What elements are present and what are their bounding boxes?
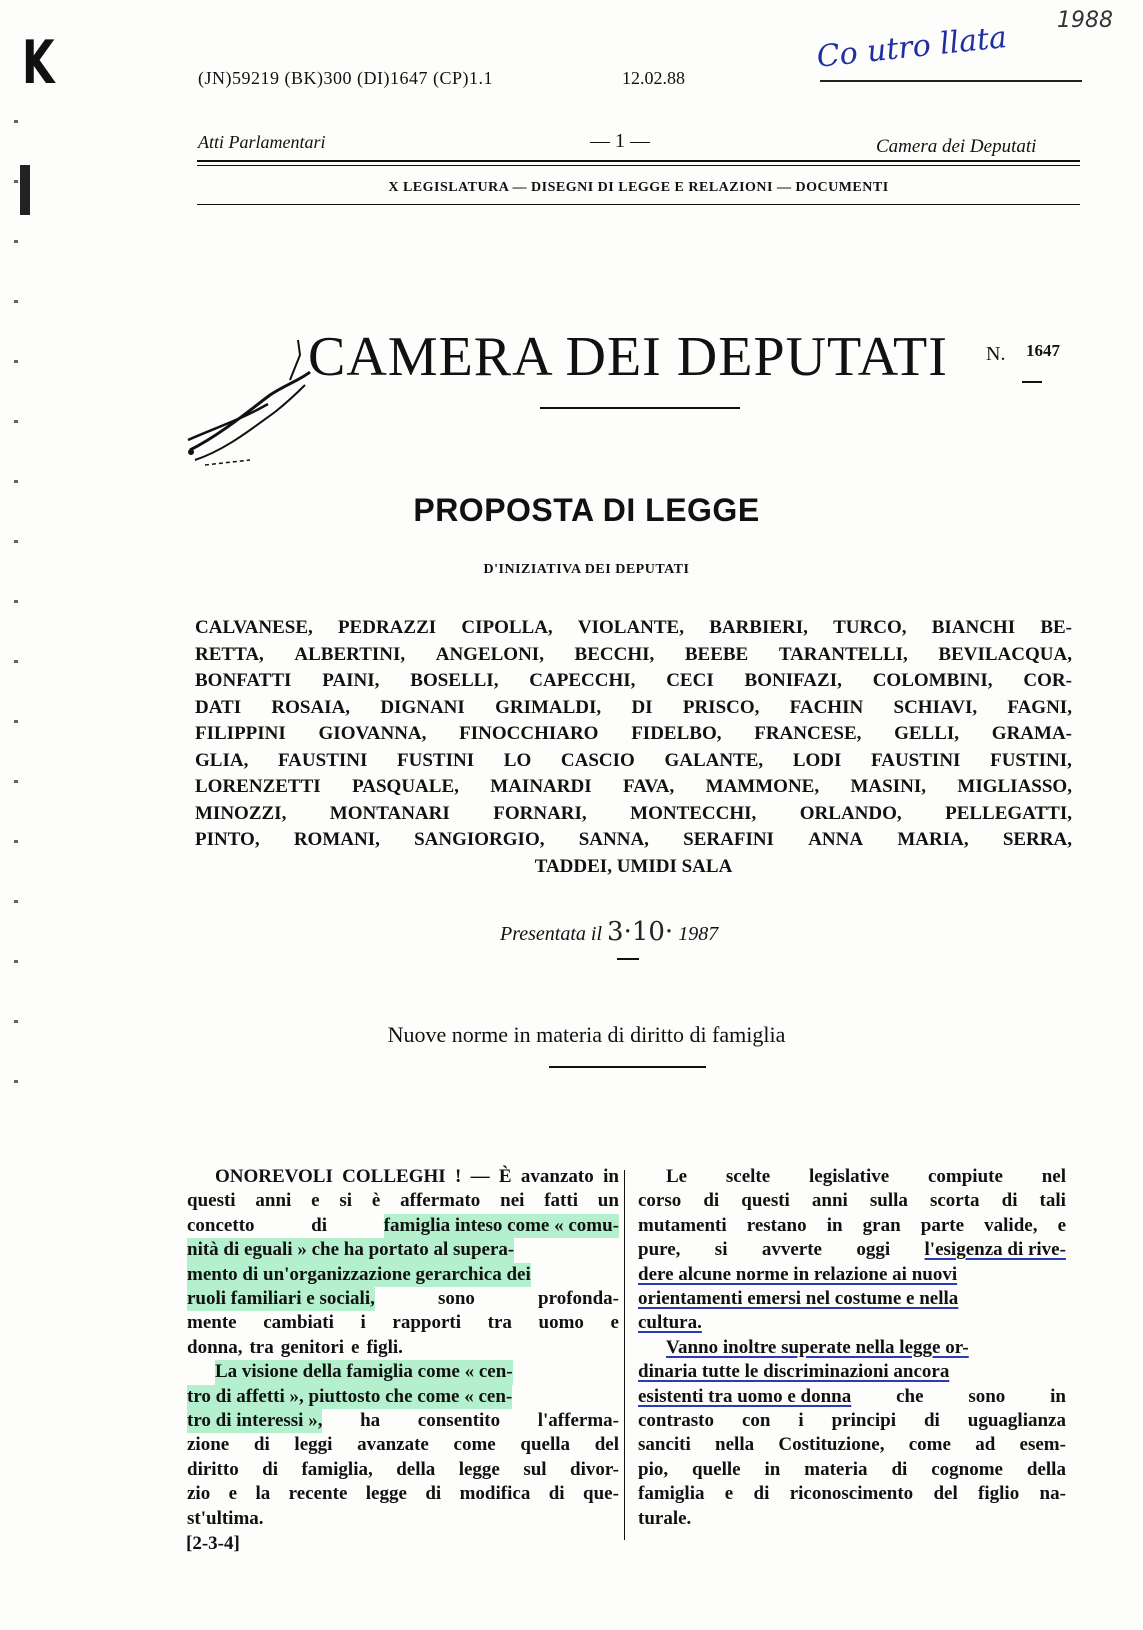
author-line: PINTO, ROMANI, SANGIORGIO, SANNA, SERAFINI ANNA MARIA, SERRA,: [195, 829, 1072, 850]
body-line: dere alcune norme in relazione ai nuovi: [638, 1263, 958, 1285]
body-line: esistenti tra uomo e donna che sono in: [638, 1385, 1066, 1407]
body-line: contrasto con i principi di uguaglianza: [638, 1410, 1066, 1432]
scan-edge-blot: [20, 165, 30, 215]
body-line: sanciti nella Costituzione, come ad esem-: [638, 1434, 1066, 1456]
body-line: mente cambiati i rapporti tra uomo e: [187, 1312, 619, 1334]
body-line: dinaria tutte le discriminazioni ancora: [638, 1361, 950, 1383]
header-atti-parlamentari: Atti Parlamentari: [198, 132, 326, 152]
presentation-rule: [617, 958, 639, 960]
header-page-number: — 1 —: [590, 130, 650, 152]
document-number-label: N.: [986, 343, 1006, 365]
body-line: mutamenti restano in gran parte valide, e: [638, 1214, 1066, 1236]
page-code: [2-3-4]: [186, 1533, 240, 1554]
subheader-rule: [197, 204, 1080, 205]
document-number-underline: [1022, 381, 1042, 383]
column-divider: [624, 1170, 625, 1540]
header-rule: [197, 160, 1080, 162]
bill-subject: Nuove norme in materia di diritto di famiglia: [387, 1022, 786, 1047]
proposal-initiative: D'INIZIATIVA DEI DEPUTATI: [483, 562, 690, 577]
author-line: CALVANESE, PEDRAZZI CIPOLLA, VIOLANTE, BARBIERI, TURCO, BIANCHI BE-: [195, 617, 1072, 638]
body-line: donna, tra genitori e figli.: [187, 1336, 403, 1358]
presentation-prefix: Presentata il: [500, 923, 603, 945]
body-line: nità di eguali » che ha portato al supera-: [187, 1238, 619, 1262]
body-column-right: [638, 1165, 1066, 1531]
masthead-rule: [540, 407, 740, 409]
author-list: [195, 615, 1072, 880]
author-line: BONFATTI PAINI, BOSELLI, CAPECCHI, CECI BONIFAZI, COLOMBINI, COR-: [195, 670, 1072, 691]
author-line: MINOZZI, MONTANARI FORNARI, MONTECCHI, ORLANDO, PELLEGATTI,: [195, 802, 1072, 824]
author-line: FILIPPINI GIOVANNA, FINOCCHIARO FIDELBO, FRANCESE, GELLI, GRAMA-: [195, 723, 1072, 744]
body-line: tro di interessi », ha consentito l'afferma-: [187, 1409, 619, 1433]
document-date: 12.02.88: [622, 68, 685, 88]
handwritten-note: Co utro llata: [815, 20, 1009, 75]
document-number: 1647: [1026, 341, 1060, 360]
header-camera: Camera dei Deputati: [876, 136, 1037, 157]
body-line: La visione della famiglia come « cen-: [187, 1360, 619, 1384]
pen-scribble: [180, 300, 320, 480]
body-line: Vanno inoltre superate nella legge or-: [666, 1336, 969, 1358]
body-line: mento di un'organizzazione gerarchica dei: [187, 1263, 619, 1287]
author-line: GLIA, FAUSTINI FUSTINI LO CASCIO GALANTE, LODI FAUSTINI FUSTINI,: [195, 749, 1072, 771]
body-line: Le scelte legislative compiute nel: [666, 1166, 1066, 1187]
author-line: DATI ROSAIA, DIGNANI GRIMALDI, DI PRISCO, FACHIN SCHIAVI, FAGNI,: [195, 696, 1072, 718]
presentation-date: [500, 917, 718, 947]
body-line: turale.: [638, 1507, 692, 1529]
author-line: LORENZETTI PASQUALE, MAINARDI FAVA, MAMMONE, MASINI, MIGLIASSO,: [195, 776, 1072, 797]
subject-rule: [549, 1066, 706, 1068]
scan-edge-marks: [14, 120, 18, 1120]
author-line: TADDEI, UMIDI SALA: [534, 855, 733, 877]
proposal-title: PROPOSTA DI LEGGE: [413, 492, 760, 528]
header-rule-thin: [197, 165, 1080, 166]
body-line: zione di leggi avanzate come quella del: [187, 1434, 619, 1456]
body-line: st'ultima.: [187, 1507, 264, 1529]
document-codes: (JN)59219 (BK)300 (DI)1647 (CP)1.1: [198, 68, 493, 88]
body-line: orientamenti emersi nel costume e nella: [638, 1288, 959, 1310]
author-line: RETTA, ALBERTINI, ANGELONI, BECCHI, BEEBE TARANTELLI, BEVILACQUA,: [195, 643, 1072, 665]
body-line: diritto di famiglia, della legge sul divor-: [187, 1458, 619, 1480]
body-line: corso di questi anni sulla scorta di tali: [638, 1190, 1066, 1212]
legislature-line: X LEGISLATURA — DISEGNI DI LEGGE E RELAZIONI — DOCUMENTI: [388, 180, 889, 195]
handwritten-year: 1988: [1057, 8, 1113, 33]
presentation-handwritten-date: 3·10·: [607, 917, 674, 947]
body-line: pio, quelle in materia di cognome della: [638, 1458, 1066, 1480]
chamber-masthead: CAMERA DEI DEPUTATI: [308, 326, 948, 388]
body-line: concetto di famiglia inteso come « comu-: [187, 1214, 619, 1238]
body-line: famiglia e di riconoscimento del figlio na-: [638, 1483, 1066, 1505]
body-column-left: [187, 1165, 619, 1531]
body-line: ONOREVOLI COLLEGHI ! — È avanzato in: [215, 1166, 619, 1187]
body-line: ruoli familiari e sociali, sono profonda-: [187, 1287, 619, 1311]
body-line: pure, si avverte oggi l'esigenza di rive-: [638, 1239, 1066, 1261]
presentation-year: 1987: [678, 923, 719, 945]
body-line: tro di affetti », piuttosto che come « cen-: [187, 1385, 619, 1409]
body-line: zio e la recente legge di modifica di que-: [187, 1483, 619, 1505]
body-line: questi anni e si è affermato nei fatti un: [187, 1190, 619, 1212]
body-line: cultura.: [638, 1312, 702, 1334]
handwritten-underline: [820, 80, 1082, 82]
corner-mark: K: [22, 28, 52, 98]
